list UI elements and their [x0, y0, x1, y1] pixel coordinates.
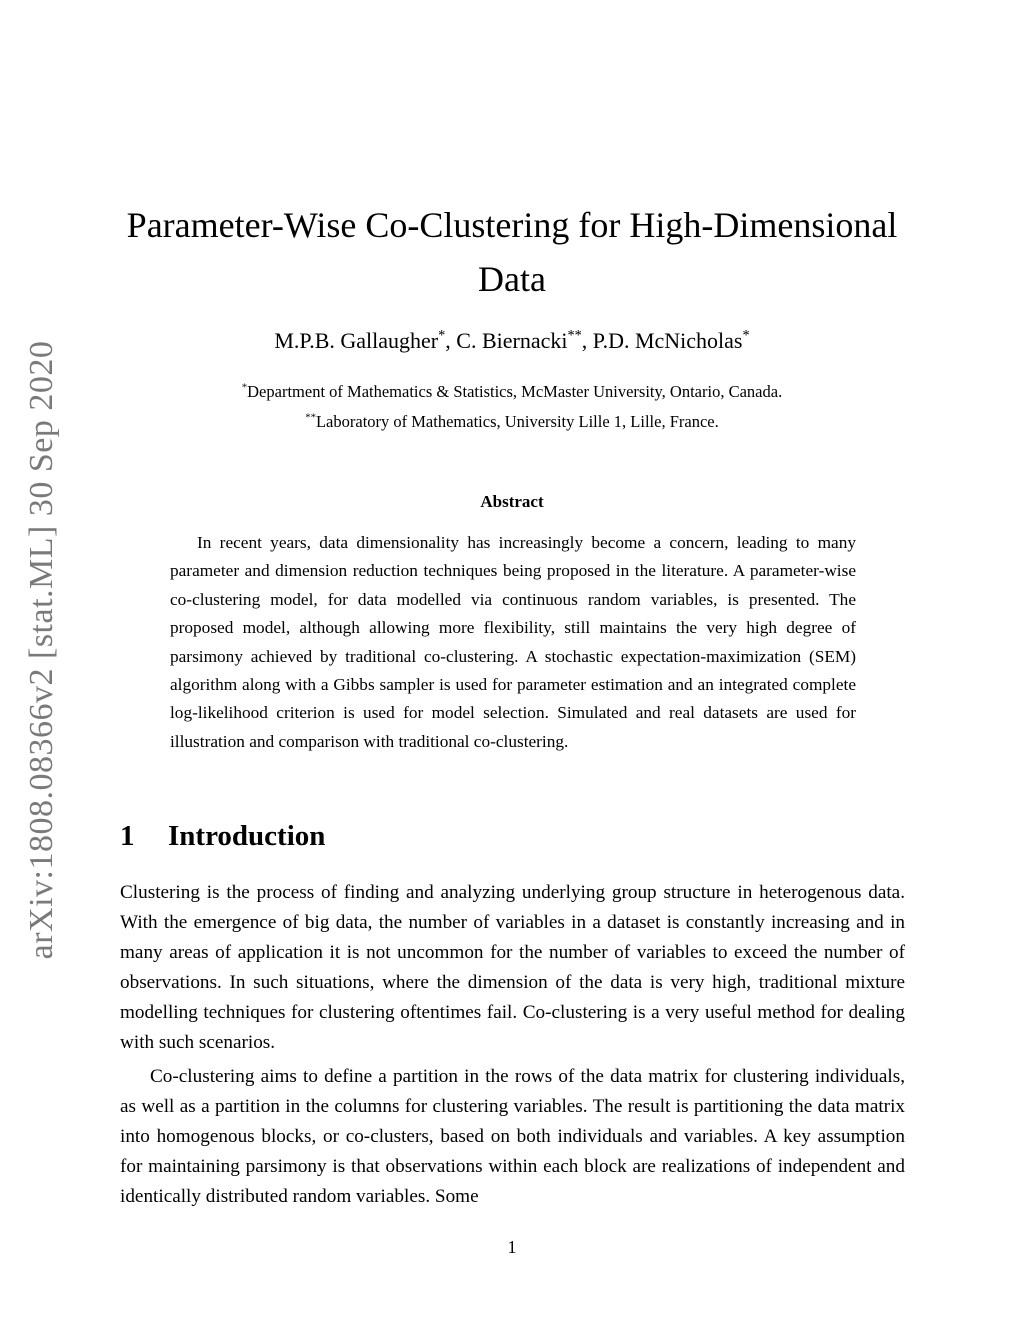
author-name: P.D. McNicholas	[592, 328, 743, 353]
section-number: 1	[120, 820, 135, 852]
affiliation-text: Department of Mathematics & Statistics, McMaster University, Ontario, Canada.	[247, 382, 783, 401]
abstract-heading: Abstract	[480, 492, 544, 511]
section-heading	[120, 820, 325, 853]
affiliation-mark: *	[241, 381, 248, 394]
author-name: C. Biernacki	[456, 328, 568, 353]
page-number: 1	[507, 1237, 517, 1257]
author-list: M.P.B. Gallaugher*, C. Biernacki**, P.D. McNicholas*	[274, 327, 750, 353]
author-name: M.P.B. Gallaugher	[274, 328, 439, 353]
author-affiliation-mark: *	[438, 327, 446, 344]
arxiv-identifier-stamp: arXiv:1808.08366v2 [stat.ML] 30 Sep 2020	[23, 340, 60, 960]
abstract-body: In recent years, data dimensionality has increasingly become a concern, leading to many parameter and dimension reduction techniques being proposed in the literature. A parameter-wise co-clustering model, for data modelled via continuous random variables, is presented. The proposed model, although allowing more flexibility, still maintains the very high degree of parsimony achieved by traditional co-clustering. A stochastic expectation-maximization (SEM) algorithm along with a Gibbs sampler is used for parameter estimation and an integrated complete log-likelihood criterion is used for model selection. Simulated and real datasets are used for illustration and comparison with traditional co-clustering.	[170, 533, 856, 751]
body-paragraph: Clustering is the process of finding and analyzing underlying group structure in heterogenous data. With the emergence of big data, the number of variables in a dataset is constantly increasing and in many areas of application it is not uncommon for the number of variables to exceed the number of observations. In such situations, where the dimension of the data is very high, traditional mixture modelling techniques for clustering oftentimes fail. Co-clustering is a very useful method for dealing with such scenarios.	[120, 882, 905, 1053]
paper-title: Parameter-Wise Co-Clustering for High-Dimensional Data	[126, 205, 898, 299]
author-affiliation-mark: **	[567, 327, 582, 344]
affiliation-line	[100, 412, 924, 432]
author-affiliation-mark: *	[742, 327, 750, 344]
affiliation-text: Laboratory of Mathematics, University Lille 1, Lille, France.	[315, 412, 719, 431]
body-paragraph: Co-clustering aims to define a partition in the rows of the data matrix for clustering individuals, as well as a partition in the columns for clustering variables. The result is partitioning the data matrix into homogenous blocks, or co-clusters, based on both individuals and variables. A key assumption for maintaining parsimony is that observations within each block are realizations of independent and identically distributed random variables. Some	[120, 1066, 905, 1207]
affiliation-line	[100, 382, 924, 402]
affiliation-mark: **	[305, 411, 316, 424]
section-title: Introduction	[168, 820, 326, 852]
